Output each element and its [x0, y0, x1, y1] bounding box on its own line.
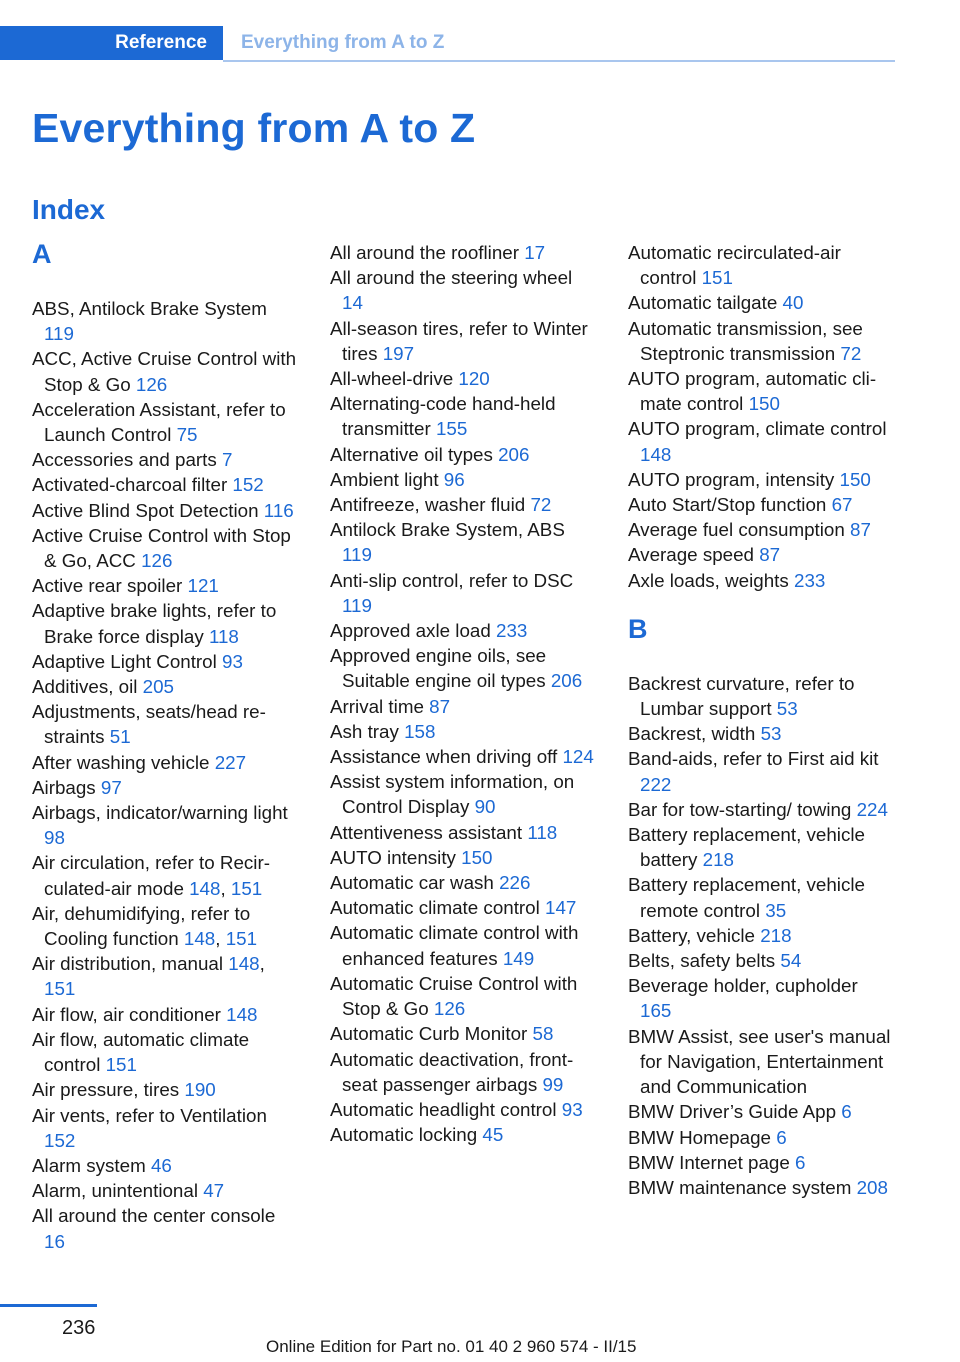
entry-term: BMW Assist, see user's manual for Navigation, Entertainment and Communication: [628, 1025, 891, 1098]
index-entry: [628, 1099, 894, 1124]
page-link[interactable]: 35: [765, 899, 787, 921]
entry-term: Adjustments, seats/head restraints: [32, 701, 266, 748]
index-entry: [628, 517, 894, 542]
page-link[interactable]: 147: [545, 897, 577, 919]
page-link[interactable]: 119: [342, 594, 372, 616]
page-link[interactable]: 6: [776, 1126, 787, 1148]
index-entry: [330, 1047, 596, 1097]
index-entry: [330, 467, 596, 492]
entry-term: Automatic recirculated-air control: [628, 242, 841, 289]
page-link[interactable]: 116: [263, 499, 294, 521]
page-link[interactable]: 72: [840, 342, 862, 364]
index-entry: [32, 397, 298, 447]
entry-term: Adaptive Light Control: [32, 650, 217, 672]
entry-term: Automatic climate control with enhanced features: [330, 922, 579, 969]
index-entry: [32, 1077, 298, 1102]
index-entry: [32, 598, 298, 648]
entry-term: Arrival time: [330, 695, 424, 717]
index-entry: [628, 1150, 894, 1175]
entry-term: Automatic Cruise Control with Stop & Go: [330, 972, 578, 1020]
entry-term: Battery replacement, vehicle battery: [628, 824, 865, 871]
page-link[interactable]: 58: [532, 1023, 554, 1045]
entry-term: Alarm system: [32, 1154, 146, 1176]
index-entry: [32, 1203, 298, 1253]
page-link[interactable]: 98: [44, 827, 65, 849]
entry-term: Additives, oil: [32, 676, 138, 698]
entry-term: ACC, Active Cruise Control with Stop & Go: [32, 348, 297, 395]
index-entry: [330, 643, 596, 693]
page-link[interactable]: 197: [382, 342, 415, 364]
page-link[interactable]: 126: [141, 550, 173, 572]
entry-term: Antifreeze, washer fluid: [330, 494, 526, 516]
page-link[interactable]: 148: [228, 953, 260, 975]
index-entry: [330, 870, 596, 895]
index-entry: [32, 1103, 298, 1153]
entry-term: Active rear spoiler: [32, 575, 183, 597]
index-entry: [330, 694, 596, 719]
index-entry: [628, 746, 894, 796]
page-link[interactable]: 206: [498, 443, 530, 465]
entry-term: Activated-charcoal filter: [32, 474, 228, 496]
entry-term: Bar for tow-starting/ towing: [628, 798, 852, 820]
index-entry: [330, 265, 596, 315]
entry-term: Backrest, width: [628, 723, 756, 745]
entry-term: Air vents, refer to Ventilation: [32, 1104, 267, 1126]
entry-term: Airbags, indicator/warning light: [32, 802, 288, 824]
entry-term: Automatic Curb Monitor: [330, 1023, 528, 1045]
entry-term: BMW Internet page: [628, 1151, 790, 1173]
page-link[interactable]: 47: [203, 1180, 225, 1202]
entry-term: Accessories and parts: [32, 449, 217, 471]
entry-term: Ash tray: [330, 720, 399, 742]
entry-term: Air flow, automatic climate control: [32, 1028, 250, 1076]
entry-term: Backrest curvature, refer to Lumbar support: [628, 672, 855, 720]
index-entry: [330, 517, 596, 567]
entry-term: Battery, vehicle: [628, 924, 756, 946]
index-entry: [330, 391, 596, 441]
entry-term: BMW Homepage: [628, 1126, 771, 1148]
entry-term: Automatic headlight control: [330, 1098, 557, 1120]
index-entry: [32, 750, 298, 775]
index-entry: [32, 472, 298, 497]
index-entry: [628, 240, 894, 290]
page-link[interactable]: 14: [342, 292, 363, 314]
index-column-2: [330, 240, 596, 1147]
entry-term: Antilock Brake System, ABS: [330, 519, 565, 541]
page-link[interactable]: 227: [214, 751, 247, 773]
index-entry: [628, 290, 894, 315]
index-entry: [628, 948, 894, 973]
entry-term: After washing vehicle: [32, 751, 210, 773]
running-header: [0, 26, 895, 62]
page-link[interactable]: 119: [44, 323, 74, 345]
entry-term: All-season tires, refer to Winter tires: [330, 317, 588, 364]
index-entry: [330, 971, 596, 1021]
index-entry: [32, 447, 298, 472]
page-link[interactable]: 46: [150, 1154, 172, 1176]
page-link[interactable]: 148: [640, 443, 672, 465]
entry-term: BMW maintenance system: [628, 1176, 852, 1198]
page-link[interactable]: 165: [640, 1000, 672, 1022]
index-entry: [628, 542, 894, 567]
page-link[interactable]: 126: [433, 998, 466, 1020]
page-link[interactable]: 148: [189, 877, 221, 899]
index-entry: [330, 492, 596, 517]
entry-term: All around the steering wheel: [330, 267, 573, 289]
page-link[interactable]: 53: [776, 698, 798, 720]
entry-term: Alarm, unintentional: [32, 1180, 198, 1202]
index-entry: [330, 744, 596, 769]
entry-term: Air circulation, refer to Recirculated-air mode: [32, 852, 270, 899]
page-link[interactable]: 126: [135, 373, 168, 395]
page-link[interactable]: 148: [226, 1003, 258, 1025]
index-entry: [32, 1027, 298, 1077]
index-entry: [32, 296, 298, 346]
entry-term: Anti-slip control, refer to DSC: [330, 569, 574, 591]
page-link[interactable]: 120: [458, 368, 490, 390]
entry-term: Ambient light: [330, 468, 439, 490]
entry-term: Acceleration Assistant, refer to Launch Control: [32, 398, 286, 446]
index-entry: [628, 973, 894, 1023]
index-entry: [32, 1002, 298, 1027]
entry-term: Automatic locking: [330, 1124, 478, 1146]
entry-term: Average speed: [628, 544, 755, 566]
entry-term: Active Cruise Control with Stop & Go, ACC: [32, 524, 291, 572]
page-link[interactable]: 205: [142, 676, 174, 698]
entry-term: Alternating-code hand-held transmitter: [330, 393, 556, 440]
entry-term: All around the center console: [32, 1205, 276, 1227]
index-entry: [32, 1178, 298, 1203]
page-link[interactable]: 150: [748, 393, 780, 415]
index-entry: [330, 820, 596, 845]
index-entry: [32, 775, 298, 800]
page-link[interactable]: 151: [701, 267, 733, 289]
index-entry: [32, 573, 298, 598]
index-entry: [628, 671, 894, 721]
entry-term: AUTO program, climate control: [628, 418, 887, 440]
index-heading: Index: [32, 194, 106, 225]
index-entry: [628, 467, 894, 492]
page-link[interactable]: 152: [44, 1129, 76, 1151]
entry-term: Attentiveness assistant: [330, 821, 523, 843]
entry-term: Alternative oil types: [330, 443, 493, 465]
page-link[interactable]: 119: [342, 544, 372, 566]
page-link[interactable]: 72: [530, 494, 552, 516]
page-link[interactable]: 40: [782, 292, 804, 314]
page-link[interactable]: 6: [795, 1151, 806, 1173]
index-entry: [628, 568, 894, 593]
entry-term: Adaptive brake lights, refer to Brake force display: [32, 600, 277, 647]
page-link[interactable]: 124: [562, 746, 594, 768]
page-link[interactable]: 218: [702, 849, 734, 871]
entry-term: Automatic climate control: [330, 897, 540, 919]
index-entry: [628, 797, 894, 822]
entry-term: Automatic transmission, see Steptronic transmission: [628, 317, 863, 364]
page-link[interactable]: 233: [496, 620, 528, 642]
index-entry: [32, 498, 298, 523]
footer-rule: [0, 1304, 97, 1307]
index-entry: [330, 568, 596, 618]
index-entry: [330, 316, 596, 366]
entry-term: Auto Start/Stop function: [628, 494, 827, 516]
page-link[interactable]: 97: [100, 776, 122, 798]
entry-term: ABS, Antilock Brake System: [32, 298, 267, 319]
index-entry: [32, 649, 298, 674]
page-link[interactable]: 158: [404, 720, 436, 742]
entry-term: Automatic car wash: [330, 872, 494, 894]
page-number: 236: [62, 1317, 96, 1339]
entry-term: All-wheel-drive: [330, 368, 454, 390]
index-entry: [330, 769, 596, 819]
page-link[interactable]: 93: [561, 1098, 583, 1120]
entry-term: Band-aids, refer to First aid kit: [628, 748, 879, 770]
index-entry: [628, 822, 894, 872]
page-link[interactable]: 17: [524, 242, 546, 263]
edition-note: Online Edition for Part no. 01 40 2 960 574 - II/15: [266, 1337, 637, 1356]
index-entry: [330, 1097, 596, 1122]
entry-term: Automatic tailgate: [628, 292, 778, 314]
section-tab: Reference: [0, 26, 223, 60]
entry-term: Airbags: [32, 776, 96, 798]
page-link[interactable]: 96: [443, 468, 465, 490]
page-link[interactable]: 222: [640, 773, 672, 795]
entry-term: Belts, safety belts: [628, 950, 776, 972]
entry-term: Air pressure, tires: [32, 1079, 180, 1101]
index-entry: [32, 674, 298, 699]
page-link[interactable]: 151: [230, 877, 263, 899]
header-rule: [223, 60, 895, 62]
entry-term: Beverage holder, cupholder: [628, 975, 858, 997]
entry-term: Approved axle load: [330, 620, 491, 642]
index-entry: [330, 719, 596, 744]
page-link[interactable]: 151: [225, 928, 258, 950]
page-link[interactable]: 7: [222, 449, 233, 471]
entry-term: Average fuel consumption: [628, 519, 845, 541]
entry-term: Automatic deactivation, front-seat passenger airbags: [330, 1048, 574, 1095]
page-link[interactable]: 75: [176, 424, 198, 446]
page-link[interactable]: 151: [44, 978, 76, 1000]
page-link[interactable]: 150: [461, 846, 493, 868]
index-entry: [32, 800, 298, 850]
index-column-1: [32, 240, 298, 1254]
page-link[interactable]: 90: [474, 796, 496, 818]
index-entry: [628, 492, 894, 517]
page-link[interactable]: 53: [760, 723, 782, 745]
page-link[interactable]: 45: [482, 1124, 504, 1146]
index-entry: [330, 1021, 596, 1046]
entry-term: AUTO intensity: [330, 846, 456, 868]
page-link[interactable]: 149: [502, 947, 535, 969]
entry-term: AUTO program, automatic climate control: [628, 368, 877, 415]
page-link[interactable]: 99: [542, 1073, 564, 1095]
page-title: Everything from A to Z: [32, 105, 476, 151]
entry-term: Axle loads, weights: [628, 569, 789, 591]
index-entry: [330, 240, 596, 265]
index-column-3: [628, 240, 894, 1200]
index-entry: [32, 346, 298, 396]
page-link[interactable]: 206: [550, 670, 583, 692]
page-link[interactable]: 151: [105, 1054, 137, 1076]
index-entry: [32, 1153, 298, 1178]
page-link[interactable]: 54: [780, 950, 802, 972]
index-entry: [330, 895, 596, 920]
entry-term: Battery replacement, vehicle remote control: [628, 874, 865, 921]
index-letter: B: [628, 613, 648, 644]
index-entry: [330, 618, 596, 643]
page-link[interactable]: 121: [187, 575, 219, 597]
page-link[interactable]: 87: [759, 544, 781, 566]
entry-term: Active Blind Spot Detection: [32, 499, 259, 521]
page-link[interactable]: 208: [856, 1176, 888, 1198]
page-link[interactable]: 87: [850, 519, 871, 541]
page-link[interactable]: 6: [841, 1101, 852, 1123]
index-entry: [32, 523, 298, 573]
index-letter: A: [32, 239, 52, 269]
page-link[interactable]: 190: [184, 1079, 216, 1101]
page-link[interactable]: 67: [831, 494, 853, 516]
page-link[interactable]: 118: [527, 821, 558, 843]
index-entry: [628, 416, 894, 466]
entry-term: BMW Driver’s Guide App: [628, 1101, 837, 1123]
index-entry: [628, 366, 894, 416]
entry-term: Approved engine oils, see Suitable engine oil types: [330, 645, 547, 692]
entry-term: Assistance when driving off: [330, 746, 558, 768]
index-entry: [628, 1175, 894, 1200]
page-link[interactable]: 51: [109, 726, 131, 748]
index-entry: Air distribution, manual 148, 151: [32, 953, 265, 1000]
page-link[interactable]: 226: [499, 872, 531, 894]
index-entry: [628, 1125, 894, 1150]
index-entry: [330, 1122, 596, 1147]
page-link[interactable]: 155: [435, 418, 468, 440]
page-link[interactable]: 87: [429, 695, 451, 717]
entry-term: All around the roofliner: [330, 242, 519, 263]
index-entry: Air circulation, refer to Recirculated-air mode 148, 151: [32, 852, 270, 899]
breadcrumb: Everything from A to Z: [241, 32, 445, 53]
entry-term: Air distribution, manual: [32, 953, 224, 975]
page-link[interactable]: 148: [183, 928, 216, 950]
page-link[interactable]: 152: [232, 474, 264, 496]
index-entry: [330, 442, 596, 467]
index-entry: [628, 1024, 894, 1100]
page-link[interactable]: 93: [222, 650, 243, 672]
index-entry: [628, 316, 894, 366]
page-link[interactable]: 118: [208, 625, 239, 647]
entry-term: Assist system information, on Control Display: [330, 771, 575, 818]
page-link[interactable]: 150: [839, 468, 871, 490]
index-entry: [32, 699, 298, 749]
index-entry: [330, 845, 596, 870]
index-entry: [628, 923, 894, 948]
page-link[interactable]: 233: [794, 569, 826, 591]
page-link[interactable]: 218: [760, 924, 792, 946]
entry-term: Air flow, air conditioner: [32, 1003, 221, 1025]
index-entry: [330, 366, 596, 391]
index-entry: [330, 920, 596, 970]
page-link[interactable]: 224: [856, 798, 888, 820]
entry-term: AUTO program, intensity: [628, 468, 835, 490]
index-entry: Air, dehumidifying, refer to Cooling function 148, 151: [32, 902, 258, 950]
page-link[interactable]: 16: [44, 1230, 65, 1252]
index-entry: [628, 721, 894, 746]
index-entry: [628, 872, 894, 922]
entry-term: Air, dehumidifying, refer to Cooling function: [32, 902, 251, 950]
